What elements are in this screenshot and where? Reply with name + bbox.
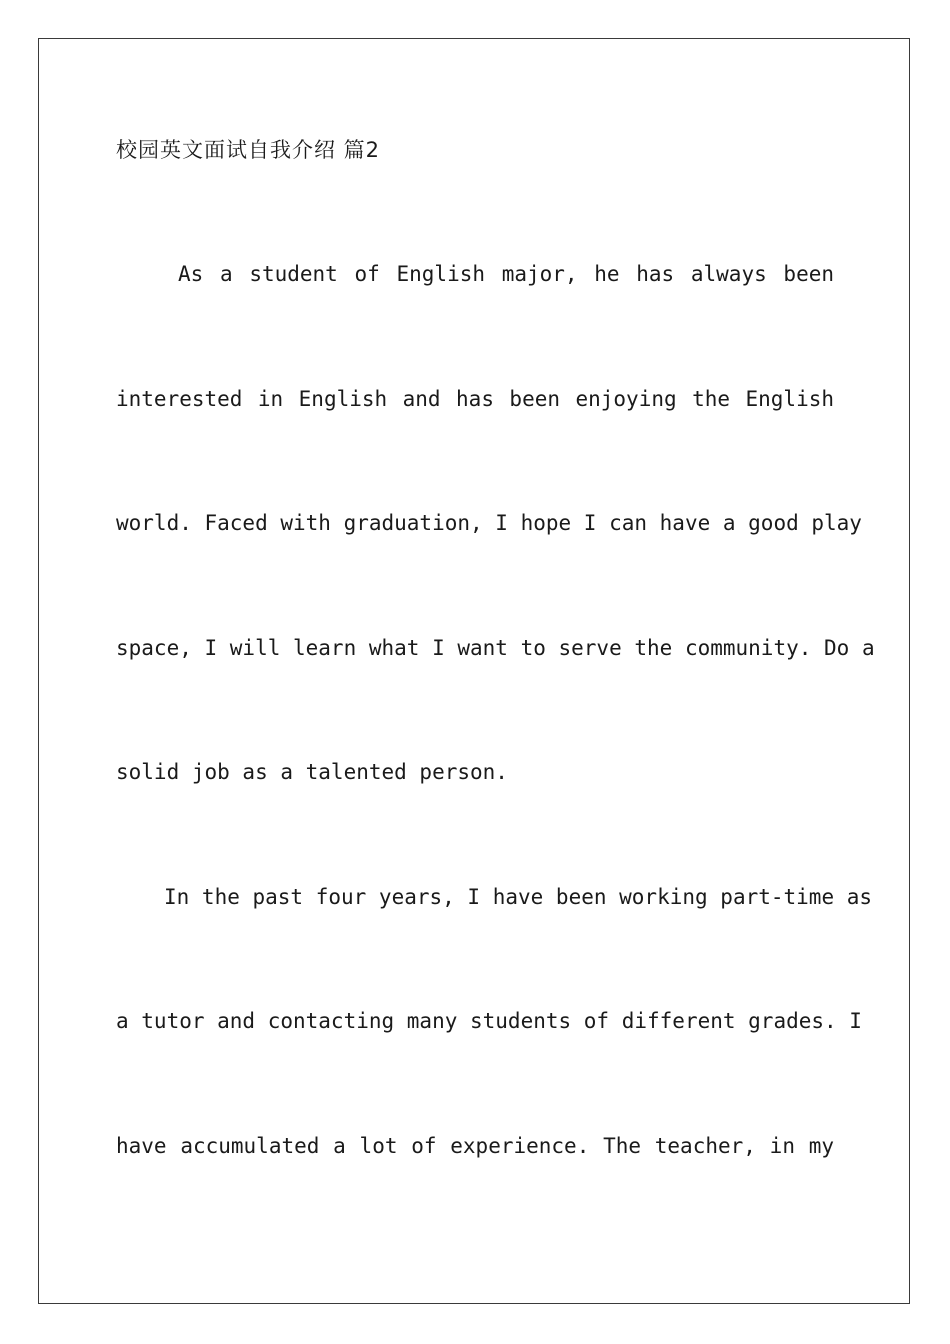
paragraph-2-line-3: have accumulated a lot of experience. The teacher, in my [116, 1134, 834, 1158]
paragraph-2-line-2: a tutor and contacting many students of different grades. I [116, 1009, 862, 1033]
paragraph-1-line-4: space, I will learn what I want to serve the community. Do a [116, 636, 875, 660]
paragraph-2-line-1: In the past four years, I have been working part-time as [164, 885, 873, 909]
document-heading: 校园英文面试自我介绍 篇2 [116, 138, 381, 162]
paragraph-1-line-2: interested in English and has been enjoying the English [116, 387, 834, 411]
paragraph-1-line-1: As a student of English major, he has always been [178, 262, 834, 286]
paragraph-1-line-5: solid job as a talented person. [116, 760, 508, 784]
page-border [38, 38, 910, 1304]
paragraph-1-line-3: world. Faced with graduation, I hope I can have a good play [116, 511, 862, 535]
